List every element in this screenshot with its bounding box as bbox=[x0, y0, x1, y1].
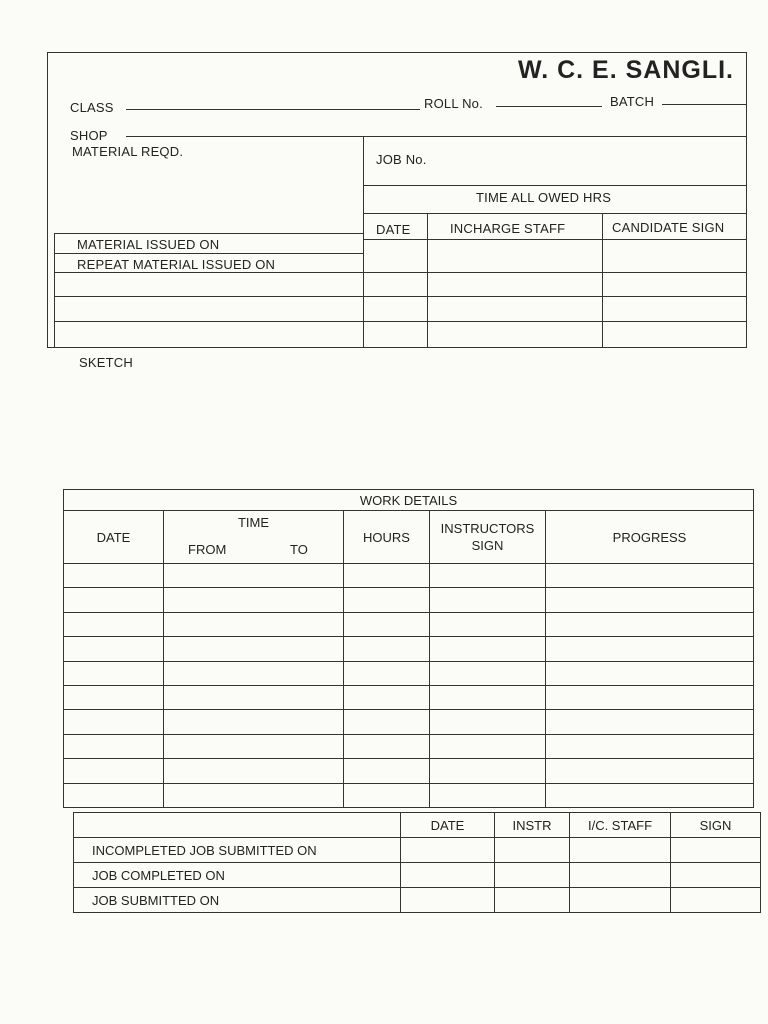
cell[interactable] bbox=[64, 661, 164, 685]
sketch-label: SKETCH bbox=[79, 355, 133, 370]
cell[interactable] bbox=[546, 759, 754, 783]
cell[interactable] bbox=[64, 710, 164, 734]
work-details-table bbox=[63, 489, 754, 808]
date-column-header: DATE bbox=[64, 511, 164, 564]
cell[interactable] bbox=[64, 734, 164, 758]
instructors-sign-column-header: INSTRUCTORS SIGN bbox=[430, 511, 546, 564]
cell[interactable] bbox=[401, 888, 495, 913]
section-divider bbox=[363, 136, 364, 348]
roll-no-field[interactable] bbox=[496, 106, 602, 107]
divider bbox=[54, 321, 747, 322]
cell[interactable] bbox=[344, 734, 430, 758]
cell[interactable] bbox=[495, 838, 570, 863]
candidate-sign-column-header: CANDIDATE SIGN bbox=[612, 220, 725, 235]
divider bbox=[54, 233, 55, 348]
institution-title: W. C. E. SANGLI. bbox=[517, 56, 734, 84]
hours-column-header: HOURS bbox=[344, 511, 430, 564]
incompleted-job-label: INCOMPLETED JOB SUBMITTED ON bbox=[74, 838, 401, 863]
material-issued-label: MATERIAL ISSUED ON bbox=[77, 237, 220, 252]
table-row bbox=[64, 588, 754, 612]
cell[interactable] bbox=[164, 564, 344, 588]
cell[interactable] bbox=[570, 888, 671, 913]
cell[interactable] bbox=[344, 759, 430, 783]
table-row bbox=[64, 612, 754, 636]
cell[interactable] bbox=[546, 564, 754, 588]
cell[interactable] bbox=[546, 588, 754, 612]
cell[interactable] bbox=[401, 838, 495, 863]
sign-column-header: SIGN bbox=[671, 813, 761, 838]
cell[interactable] bbox=[546, 612, 754, 636]
date-column-header: DATE bbox=[376, 222, 411, 237]
from-label: FROM bbox=[188, 542, 227, 557]
cell[interactable] bbox=[164, 612, 344, 636]
cell[interactable] bbox=[164, 661, 344, 685]
class-label: CLASS bbox=[70, 100, 114, 115]
cell[interactable] bbox=[671, 888, 761, 913]
cell[interactable] bbox=[430, 685, 546, 709]
cell[interactable] bbox=[344, 783, 430, 807]
to-label: TO bbox=[290, 542, 308, 557]
cell[interactable] bbox=[164, 759, 344, 783]
cell[interactable] bbox=[430, 588, 546, 612]
blank-header-cell bbox=[74, 813, 401, 838]
cell[interactable] bbox=[430, 783, 546, 807]
date-column-header: DATE bbox=[401, 813, 495, 838]
cell[interactable] bbox=[344, 564, 430, 588]
cell[interactable] bbox=[495, 888, 570, 913]
cell[interactable] bbox=[64, 564, 164, 588]
cell[interactable] bbox=[430, 710, 546, 734]
roll-no-label: ROLL No. bbox=[424, 96, 483, 111]
divider bbox=[54, 272, 747, 273]
cell[interactable] bbox=[64, 637, 164, 661]
incharge-staff-column-header: INCHARGE STAFF bbox=[450, 221, 566, 236]
time-column-header bbox=[164, 511, 344, 564]
cell[interactable] bbox=[495, 863, 570, 888]
batch-label: BATCH bbox=[610, 94, 655, 109]
cell[interactable] bbox=[546, 661, 754, 685]
cell[interactable] bbox=[64, 588, 164, 612]
submission-table bbox=[73, 812, 761, 913]
work-details-title: WORK DETAILS bbox=[64, 490, 754, 511]
divider bbox=[427, 213, 428, 348]
divider bbox=[363, 213, 747, 214]
cell[interactable] bbox=[344, 685, 430, 709]
ic-staff-column-header: I/C. STAFF bbox=[570, 813, 671, 838]
time-allowed-label: TIME ALL OWED HRS bbox=[476, 190, 612, 205]
instr-column-header: INSTR bbox=[495, 813, 570, 838]
table-row bbox=[64, 783, 754, 807]
table-row bbox=[64, 734, 754, 758]
divider bbox=[54, 296, 747, 297]
table-row bbox=[64, 661, 754, 685]
table-row bbox=[64, 637, 754, 661]
cell[interactable] bbox=[430, 661, 546, 685]
cell[interactable] bbox=[546, 637, 754, 661]
time-label: TIME bbox=[237, 515, 270, 530]
repeat-material-label: REPEAT MATERIAL ISSUED ON bbox=[77, 257, 276, 272]
job-header-form bbox=[47, 52, 747, 348]
job-completed-label: JOB COMPLETED ON bbox=[74, 863, 401, 888]
cell[interactable] bbox=[570, 838, 671, 863]
cell[interactable] bbox=[430, 759, 546, 783]
cell[interactable] bbox=[64, 759, 164, 783]
table-row bbox=[74, 888, 761, 913]
cell[interactable] bbox=[430, 637, 546, 661]
progress-column-header: PROGRESS bbox=[546, 511, 754, 564]
batch-field[interactable] bbox=[662, 104, 746, 105]
table-row bbox=[74, 838, 761, 863]
cell[interactable] bbox=[546, 710, 754, 734]
cell[interactable] bbox=[164, 734, 344, 758]
cell[interactable] bbox=[64, 685, 164, 709]
table-row bbox=[64, 710, 754, 734]
cell[interactable] bbox=[671, 838, 761, 863]
cell[interactable] bbox=[546, 783, 754, 807]
shop-field[interactable] bbox=[126, 136, 746, 137]
cell[interactable] bbox=[344, 637, 430, 661]
table-row bbox=[74, 863, 761, 888]
job-submitted-label: JOB SUBMITTED ON bbox=[74, 888, 401, 913]
cell[interactable] bbox=[546, 685, 754, 709]
shop-label: SHOP bbox=[70, 128, 108, 143]
cell[interactable] bbox=[164, 685, 344, 709]
divider bbox=[602, 213, 603, 348]
cell[interactable] bbox=[164, 710, 344, 734]
cell[interactable] bbox=[430, 612, 546, 636]
cell[interactable] bbox=[344, 588, 430, 612]
cell[interactable] bbox=[570, 863, 671, 888]
cell[interactable] bbox=[164, 588, 344, 612]
divider bbox=[363, 239, 747, 240]
cell[interactable] bbox=[64, 783, 164, 807]
divider bbox=[54, 253, 363, 254]
table-row bbox=[64, 759, 754, 783]
job-no-label: JOB No. bbox=[376, 152, 427, 167]
cell[interactable] bbox=[164, 783, 344, 807]
cell[interactable] bbox=[64, 612, 164, 636]
cell[interactable] bbox=[344, 612, 430, 636]
cell[interactable] bbox=[430, 564, 546, 588]
cell[interactable] bbox=[164, 637, 344, 661]
cell[interactable] bbox=[546, 734, 754, 758]
class-field[interactable] bbox=[126, 109, 420, 110]
cell[interactable] bbox=[671, 863, 761, 888]
divider bbox=[363, 185, 747, 186]
cell[interactable] bbox=[430, 734, 546, 758]
table-row bbox=[64, 685, 754, 709]
cell[interactable] bbox=[344, 710, 430, 734]
divider bbox=[54, 233, 363, 234]
cell[interactable] bbox=[344, 661, 430, 685]
cell[interactable] bbox=[401, 863, 495, 888]
material-reqd-label: MATERIAL REQD. bbox=[72, 144, 184, 159]
table-row bbox=[64, 564, 754, 588]
